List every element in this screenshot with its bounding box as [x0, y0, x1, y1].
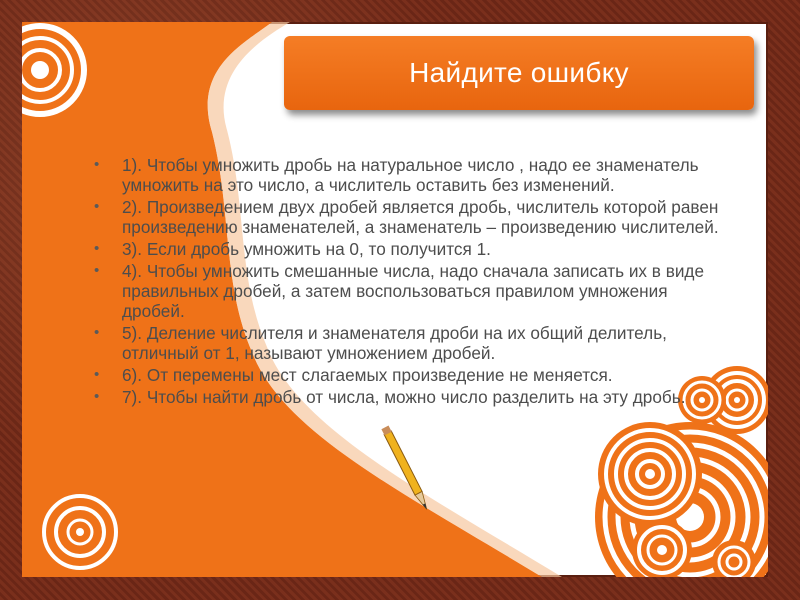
list-item: • 6). От перемены мест слагаемых произведение не меняется. — [94, 365, 613, 385]
bullet-icon: • — [94, 388, 100, 405]
bullet-icon: • — [94, 366, 100, 383]
slide — [22, 22, 768, 577]
bullet-icon: • — [94, 156, 100, 173]
bullet-icon: • — [94, 262, 100, 279]
list-item: • 5). Деление числителя и знаменателя дроби на их общий делитель, отличный от 1, называют умножением дробей. — [94, 323, 667, 363]
circles-bottom-left — [44, 496, 116, 568]
list-item: • 4). Чтобы умножить смешанные числа, надо сначала записать их в виде правильных дробей, а затем воспользоваться правилом умножения дробей. — [94, 261, 705, 321]
bullet-icon: • — [94, 198, 100, 215]
list-item: • 7). Чтобы найти дробь от числа, можно число разделить на эту дробь. — [94, 387, 686, 407]
list-item: • 3). Если дробь умножить на 0, то получится 1. — [94, 239, 491, 259]
list-item: • 1). Чтобы умножить дробь на натуральное число , надо ее знаменатель умножить на это число, а числитель оставить без изменений. — [94, 155, 699, 195]
list-item: • 2). Произведением двух дробей является дробь, числитель которой равен произведению знаменателей, а знаменатель – произведению числителей. — [94, 197, 719, 237]
title-banner — [284, 36, 754, 110]
bullet-icon: • — [94, 324, 100, 341]
slide-title: Найдите ошибку — [409, 57, 629, 88]
bullet-icon: • — [94, 240, 100, 257]
statement-list — [94, 155, 724, 409]
